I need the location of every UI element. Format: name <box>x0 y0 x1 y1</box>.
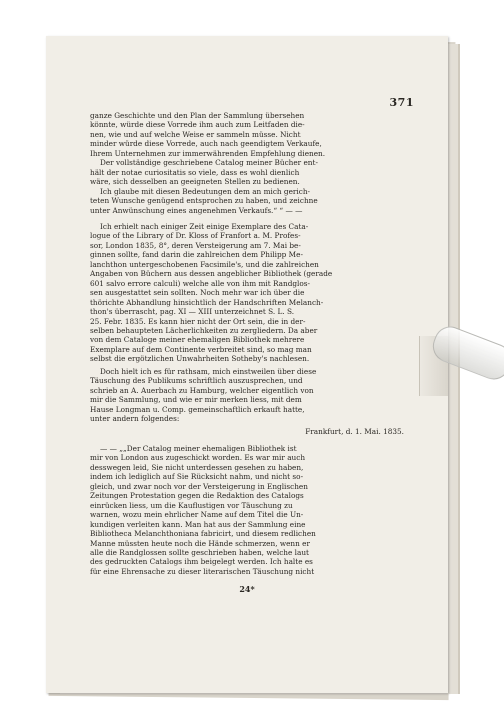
text-line: Zeitungen Protestation gegen die Redaktion des Catalogs <box>90 491 304 501</box>
text-line: logue of the Library of Dr. Kloss of Franfort a. M. Profes- <box>90 231 301 241</box>
text-line: sen ausgestattet sein sollten. Noch mehr war ich über die <box>90 288 305 298</box>
text-line: einrücken liess, um die Kauflustigen vor Täuschung zu <box>90 500 293 510</box>
text-line: kundigen verleiten kann. Man hat aus der Sammlung eine <box>90 519 306 529</box>
text-line: schrieb an A. Auerbach zu Hamburg, welcher eigentlich von <box>90 385 314 395</box>
book-page <box>46 36 448 693</box>
text-line: ganze Geschichte und den Plan der Sammlung übersehen <box>90 111 305 120</box>
text-line: teten Wunsche genügend entsprochen zu haben, und zeichne <box>90 196 318 206</box>
text-line: Der vollständige geschriebene Catalog meiner Bücher ent- <box>100 158 318 168</box>
dateline-text: Frankfurt, d. 1. Mai. 1835. <box>305 427 404 436</box>
page-number: 371 <box>389 96 414 109</box>
text-line: Täuschung des Publikums schriftlich auszusprechen, und <box>90 376 303 386</box>
text-line: Manne müssten heute noch die Hände schmerzen, wenn er <box>90 538 310 548</box>
text-line: lanchthon untergeschobenen Facsimile's, und die zahlreichen <box>90 259 319 269</box>
paragraph-3 <box>90 367 404 424</box>
text-line: mir die Sammlung, und wie er mir merken liess, mit dem <box>90 395 302 405</box>
text-line: warnen, wozu mein ehrlicher Name auf dem Titel die Un- <box>90 510 304 520</box>
text-line: wäre, sich desselben an geeigneten Stellen zu bedienen. <box>90 177 300 187</box>
text-line: Ich erhielt nach einiger Zeit einige Exemplare des Cata- <box>100 222 309 231</box>
text-line: 25. Febr. 1835. Es kann hier nicht der Ort sein, die in der- <box>90 316 306 326</box>
text-line: indem ich lediglich auf Sie Rücksicht nahm, und nicht so- <box>90 472 304 482</box>
text-line: sor, London 1835, 8°, deren Versteigerung am 7. Mai be- <box>90 240 301 250</box>
text-line: selben behaupteten Lächerlichkeiten zu zergliedern. Da aber <box>90 325 318 335</box>
text-line: thon's überrascht, pag. XI — XIII unterzeichnet S. L. S. <box>90 307 295 317</box>
text-line: selbst die ergötzlichen Unwahrheiten Sotheby's nachlesen. <box>90 354 310 364</box>
text-line: ginnen sollte, fand darin die zahlreichen dem Philipp Me- <box>90 250 303 260</box>
text-line: des gedruckten Catalogs ihm beigelegt werden. Ich halte es <box>90 557 313 567</box>
text-line: unter Anwünschung eines angenehmen Verkaufs.“ “ — — <box>90 205 303 215</box>
paragraph-2 <box>90 222 404 364</box>
text-line: für eine Ehrensache zu dieser literarischen Täuschung nicht <box>90 566 315 576</box>
text-line: könnte, würde diese Vorrede ihm auch zum Leitfaden die- <box>90 120 305 130</box>
text-line: gleich, und zwar noch vor der Versteigerung in Englischen <box>90 481 308 491</box>
text-line: nen, wie und auf welche Weise er sammeln müsse. Nicht <box>90 129 301 139</box>
text-line: Ihrem Unternehmen zur immerwährenden Empfehlung dienen. <box>90 148 326 158</box>
text-line: 601 salvo errore calculi) welche alle von ihm mit Randglos- <box>90 278 310 288</box>
text-line: thörichte Abhandlung hinsichtlich der Handschriften Melanch- <box>90 297 324 307</box>
text-line: hält der notae curiositatis so viele, dass es wohl dienlich <box>90 167 300 177</box>
text-line: Hause Longman u. Comp. gemeinschaftlich erkauft hatte, <box>90 404 305 414</box>
text-line: Bibliotheca Melanchthoniana fabricirt, und diesem redlichen <box>90 529 316 539</box>
text-line: Doch hielt ich es für rathsam, mich einstweilen über diese <box>100 367 317 376</box>
dateline <box>90 427 404 436</box>
text-line: minder würde diese Vorrede, auch nach geendigtem Verkaufe, <box>90 139 322 149</box>
text-line: — — „„Der Catalog meiner ehemaligen Bibliothek ist <box>100 444 297 453</box>
text-line: desswegen leid, Sie nicht unterdessen gesehen zu haben, <box>90 462 304 472</box>
signature-mark: 24* <box>239 584 255 594</box>
text-line: von dem Cataloge meiner ehemaligen Bibliothek mehrere <box>90 335 305 345</box>
text-line: Ich glaube mit diesen Bedeutungen dem an mich gerich- <box>100 186 310 196</box>
paragraph-4 <box>90 444 404 576</box>
text-line: Angaben von Büchern aus dessen angeblicher Bibliothek (gerade <box>90 269 333 279</box>
paragraph-1 <box>90 111 404 215</box>
text-line: alle die Randglossen sollte geschrieben haben, welche laut <box>90 547 309 557</box>
text-line: Exemplare auf dem Continente verbreitet sind, so mag man <box>90 344 312 354</box>
text-line: unter andern folgendes: <box>90 414 180 424</box>
text-line: mir von London aus zugeschickt worden. Es war mir auch <box>90 453 306 463</box>
